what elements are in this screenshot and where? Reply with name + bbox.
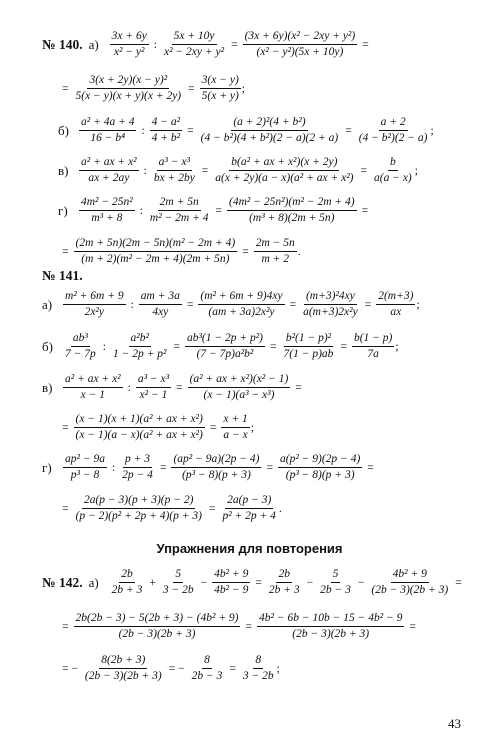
fraction — [227, 196, 357, 225]
fraction — [74, 612, 241, 641]
fraction — [79, 196, 135, 225]
fraction — [243, 30, 358, 59]
denominator: 2b + 3 — [268, 584, 300, 597]
numerator: 2b(2b − 3) − 5(2b + 3) − (4b² + 9) — [74, 612, 241, 627]
denominator: x² − 1 — [139, 389, 168, 402]
fraction — [212, 568, 250, 597]
numerator: b — [388, 156, 398, 171]
denominator: (2b − 3)(2b + 3) — [118, 628, 196, 641]
numerator: 2m + 5n — [158, 196, 201, 211]
denominator: (m³ + 8)(2m + 5n) — [249, 212, 335, 225]
problem-140a — [42, 30, 477, 59]
numerator: 5 — [331, 568, 341, 583]
equation: $\frac{\text{ab³}}{7 - 7p}$ : $\frac{\text{a²b²}}{\text{1 − 2p + p²}}$ = $\frac{\text{ab³(1 − 2p + p²)}}{\text{(7 − 7p)a²b²}}$ = $\frac{\text{b²(1 − p)²}}{7(1 - p)ab}$ = $\frac{b(1 - p)}{7a}$ ; — [65, 332, 399, 361]
fraction — [74, 494, 204, 523]
numerator: a(p² − 9)(2p − 4) — [278, 453, 362, 468]
denominator: 5(x + y) — [201, 90, 239, 103]
numerator: 3x + 6y — [110, 30, 149, 45]
numerator: b²(1 − p)² — [284, 332, 333, 347]
numerator: 5x + 10y — [172, 30, 217, 45]
denominator: (2b − 3)(2b + 3) — [371, 584, 449, 597]
equation: = $\frac{\text{3(x + 2y)(x − y)²}}{5(x - y)(x + y)(x + 2y)}$ = $\frac{3(x - y)}{5(x + y)}$ ; — [62, 74, 245, 103]
denominator: a(m+3)2x²y — [303, 306, 358, 319]
fraction — [198, 290, 284, 319]
problem-142a — [42, 568, 477, 597]
equation: = − $\frac{8(2b + 3)}{(2b - 3)(2b + 3)}$ = − $\frac{8}{2b - 3}$ = $\frac{8}{3 - 2b}$ ; — [62, 654, 280, 683]
fraction — [162, 30, 226, 59]
denominator: 2p − 4 — [122, 469, 153, 482]
problem-number-142: № 142. — [42, 574, 83, 590]
numerator: 2m − 5n — [254, 237, 297, 252]
denominator: a − x — [223, 429, 248, 442]
equation: $\frac{2b}{2b + 3}$ + $\frac{5}{3 - 2b}$ − $\frac{\text{4b² + 9}}{\text{4b² − 9}}$ = $\frac{2b}{2b + 3}$ − $\frac{5}{2b - 3}$ − $\frac{\text{4b² + 9}}{(2b - 3)(2b + 3)}$ = — [111, 568, 462, 597]
denominator: (7 − 7p)a²b² — [196, 348, 254, 361]
denominator: ax + 2ay — [88, 172, 130, 185]
problem-140b — [58, 116, 477, 145]
denominator: 2x²y — [84, 306, 104, 319]
denominator: m² − 2m + 4 — [149, 212, 209, 225]
numerator: ab³(1 − 2p + p²) — [185, 332, 265, 347]
numerator: (m+3)²4xy — [304, 290, 357, 305]
equation: $\frac{\text{4m² − 25n²}}{\text{m³ + 8}}$ : $\frac{2m + 5n}{\text{m² − 2m + 4}}$ = $\frac{\text{(4m² − 25n²)(m² − 2m + 4)}}{\text{(m³ + 8)(2m + 5n)}}$ = — [81, 196, 369, 225]
numerator: 3(x − y) — [200, 74, 241, 89]
problem-141g — [42, 453, 477, 482]
fraction — [74, 74, 184, 103]
numerator: 8(2b + 3) — [99, 654, 147, 669]
equation: = $\frac{2a(p - 3)(p + 3)(p - 2)}{\text{(p − 2)(p² + 2p + 4)(p + 3)}}$ = $\frac{2a(p - 3)}{\text{p² + 2p + 4}}$ . — [62, 494, 282, 523]
fraction — [221, 413, 249, 442]
denominator: bx + 2by — [153, 172, 195, 185]
fraction — [171, 453, 261, 482]
denominator: m + 2 — [261, 253, 290, 266]
denominator: 7(1 − p)ab — [283, 348, 334, 361]
problem-141b — [42, 332, 477, 361]
fraction — [282, 332, 336, 361]
problem-141-heading — [42, 268, 477, 284]
denominator: (p − 2)(p² + 2p + 4)(p + 3) — [75, 510, 202, 523]
numerator: 2a(p − 3)(p + 3)(p − 2) — [82, 494, 196, 509]
fraction — [148, 196, 211, 225]
fraction — [63, 290, 126, 319]
numerator: ap² − 9a — [63, 453, 107, 468]
problem-141v-cont — [58, 413, 477, 442]
problem-140v — [58, 156, 477, 185]
denominator: 7a — [367, 348, 379, 361]
fraction — [199, 116, 341, 145]
denominator: 1 − 2p + p² — [112, 348, 167, 361]
problem-number-140: № 140. — [42, 36, 83, 52]
fraction — [200, 74, 241, 103]
fraction — [190, 654, 225, 683]
fraction — [267, 568, 302, 597]
part-label-v: в) — [42, 379, 53, 395]
numerator: a² + 4a + 4 — [79, 116, 136, 131]
numerator: (ap² − 9a)(2p − 4) — [171, 453, 261, 468]
equation: $\frac{\text{ap² − 9a}}{\text{p³ − 8}}$ : $\frac{p + 3}{2p - 4}$ = $\frac{\text{(ap² − 9a)(2p − 4)}}{\text{(p³ − 8)(p + 3)}}$ = $\frac{\text{a(p² − 9)(2p − 4)}}{\text{(p³ − 8)(p + 3)}}$ = — [65, 453, 374, 482]
denominator: x² − 2xy + y² — [164, 46, 225, 59]
denominator: a(x + 2y)(a − x)(a² + ax + x²) — [215, 172, 354, 185]
denominator: 2b − 3 — [320, 584, 351, 597]
numerator: a² + ax + x² — [79, 156, 139, 171]
part-label-v: в) — [58, 162, 69, 178]
numerator: 2(m+3) — [376, 290, 415, 305]
numerator: a³ − x³ — [157, 156, 192, 171]
numerator: m² + 6m + 9 — [63, 290, 126, 305]
fraction — [63, 332, 98, 361]
problem-142a-cont2 — [58, 654, 477, 683]
denominator: (p³ − 8)(p + 3) — [182, 469, 251, 482]
fraction — [254, 237, 297, 266]
numerator: 4 − a² — [150, 116, 182, 131]
denominator: (2b − 3)(2b + 3) — [84, 670, 162, 683]
fraction — [110, 30, 149, 59]
problem-141v — [42, 373, 477, 402]
denominator: 2b − 3 — [191, 670, 223, 683]
part-label-g: г) — [42, 459, 52, 475]
problem-number-141: № 141. — [42, 268, 83, 283]
numerator: p + 3 — [123, 453, 152, 468]
numerator: (2m + 5n)(2m − 5n)(m² − 2m + 4) — [74, 237, 238, 252]
numerator: x + 1 — [221, 413, 249, 428]
denominator: (am + 3a)2x²y — [208, 306, 275, 319]
denominator: (x − 1)(a³ − x³) — [203, 389, 275, 402]
denominator: (4 − b²)(2 − a) — [358, 132, 428, 145]
denominator: 4b² − 9 — [214, 584, 249, 597]
fraction — [278, 453, 362, 482]
denominator: x − 1 — [80, 389, 105, 402]
denominator: 3 − 2b — [162, 584, 194, 597]
denominator: 3 − 2b — [242, 670, 274, 683]
denominator: (2b − 3)(2b + 3) — [292, 628, 370, 641]
fraction — [369, 568, 450, 597]
numerator: 2b — [119, 568, 135, 583]
numerator: 4b² + 9 — [391, 568, 429, 583]
fraction — [74, 237, 238, 266]
numerator: (3x + 6y)(x² − 2xy + y²) — [243, 30, 358, 45]
fraction — [63, 453, 107, 482]
fraction — [79, 156, 139, 185]
equation: $\frac{3x + 6y}{\text{x² − y²}}$ : $\frac{5x + 10y}{\text{x² − 2xy + y²}}$ = $\frac{\text{(3x + 6y)(x² − 2xy + y²)}}{\text{(x² − y²)(5x + 10y)}}$ = — [111, 30, 369, 59]
problem-140g-cont — [58, 237, 477, 266]
numerator: (a + 2)²(4 + b²) — [231, 116, 307, 131]
fraction — [74, 413, 205, 442]
denominator: 2b + 3 — [111, 584, 143, 597]
numerator: b(1 − p) — [352, 332, 394, 347]
numerator: 5 — [173, 568, 183, 583]
problem-140g — [58, 196, 477, 225]
fraction — [188, 373, 291, 402]
part-label-a: а) — [88, 574, 99, 590]
fraction — [161, 568, 196, 597]
fraction — [63, 373, 123, 402]
denominator: (x − 1)(a − x)(a² + ax + x²) — [75, 429, 203, 442]
numerator: 2a(p − 3) — [225, 494, 273, 509]
denominator: (4 − b²)(4 + b²)(2 − a)(2 + a) — [200, 132, 339, 145]
numerator: a² + ax + x² — [63, 373, 123, 388]
denominator: 5(x − y)(x + y)(x + 2y) — [75, 90, 182, 103]
fraction — [136, 373, 171, 402]
denominator: (x² − y²)(5x + 10y) — [256, 46, 344, 59]
equation: $\frac{\text{a² + 4a + 4}}{\text{16 − b⁴}}$ : $\frac{\text{4 − a²}}{\text{4 + b²}}$ = $\frac{\text{(a + 2)²(4 + b²)}}{\text{(4 − b²)(4 + b²)(2 − a)(2 + a)}}$ = $\frac{a + 2}{\text{(4 − b²)(2 − a)}}$ ; — [81, 116, 434, 145]
numerator: (a² + ax + x²)(x² − 1) — [188, 373, 291, 388]
denominator: p³ − 8 — [70, 469, 100, 482]
fraction — [301, 290, 360, 319]
part-label-g: г) — [58, 202, 68, 218]
numerator: 4b² − 6b − 10b − 15 − 4b² − 9 — [257, 612, 404, 627]
denominator: (p³ − 8)(p + 3) — [285, 469, 355, 482]
part-label-a: а) — [42, 296, 53, 312]
fraction — [220, 494, 277, 523]
page-number: 43 — [448, 716, 461, 731]
denominator: 4xy — [152, 306, 169, 319]
denominator: a(a − x) — [373, 172, 412, 185]
numerator: 2b — [276, 568, 292, 583]
numerator: 3(x + 2y)(x − y)² — [87, 74, 169, 89]
equation: $\frac{\text{a² + ax + x²}}{x - 1}$ : $\frac{\text{a³ − x³}}{\text{x² − 1}}$ = $\frac{\text{(a² + ax + x²)(x² − 1)}}{\text{(x − 1)(a³ − x³)}}$ = — [65, 373, 302, 402]
numerator: 4m² − 25n² — [79, 196, 135, 211]
fraction — [372, 156, 414, 185]
fraction — [352, 332, 394, 361]
fraction — [79, 116, 136, 145]
denominator: m³ + 8 — [91, 212, 123, 225]
denominator: 7 − 7p — [65, 348, 96, 361]
numerator: (4m² − 25n²)(m² − 2m + 4) — [227, 196, 357, 211]
fraction — [152, 156, 197, 185]
equation: = $\frac{\text{2b(2b − 3) − 5(2b + 3) − (4b² + 9)}}{(2b - 3)(2b + 3)}$ = $\frac{\text{4b² − 6b − 10b − 15 − 4b² − 9}}{(2b - 3)(2b + 3)}$ = — [62, 612, 416, 641]
section-heading: Упражнения для повторения — [156, 541, 343, 556]
equation: $\frac{\text{m² + 6m + 9}}{\text{2x²y}}$ : $\frac{am + 3a}{4xy}$ = $\frac{\text{(m² + 6m + 9)4xy}}{\text{(am + 3a)2x²y}}$ = $\frac{\text{(m+3)²4xy}}{\text{a(m+3)2x²y}}$ = $\frac{2(m+3)}{ax}$ ; — [65, 290, 420, 319]
part-label-b: б) — [42, 338, 53, 354]
problem-141a — [42, 290, 477, 319]
numerator: 8 — [253, 654, 263, 669]
numerator: (m² + 6m + 9)4xy — [198, 290, 284, 305]
problem-141g-cont — [58, 494, 477, 523]
fraction — [150, 116, 182, 145]
denominator: (m + 2)(m² − 2m + 4)(2m + 5n) — [81, 253, 230, 266]
fraction — [357, 116, 430, 145]
fraction — [139, 290, 182, 319]
denominator: x² − y² — [113, 46, 145, 59]
numerator: 8 — [202, 654, 212, 669]
part-label-a: а) — [88, 36, 99, 52]
numerator: ab³ — [71, 332, 90, 347]
numerator: (x − 1)(x + 1)(a² + ax + x²) — [74, 413, 205, 428]
fraction — [213, 156, 355, 185]
denominator: p² + 2p + 4 — [222, 510, 276, 523]
fraction — [120, 453, 155, 482]
numerator: am + 3a — [139, 290, 182, 305]
equation: = $\frac{\text{(x − 1)(x + 1)(a² + ax + x²)}}{\text{(x − 1)(a − x)(a² + ax + x²)}}$ = $\frac{x + 1}{a - x}$ ; — [62, 413, 254, 442]
equation: $\frac{\text{a² + ax + x²}}{ax + 2ay}$ : $\frac{\text{a³ − x³}}{bx + 2by}$ = $\frac{\text{b(a² + ax + x²)(x + 2y)}}{\text{a(x + 2y)(a − x)(a² + ax + x²)}}$ = $\frac{b}{a(a - x)}$ ; — [81, 156, 418, 185]
fraction — [376, 290, 415, 319]
numerator: a + 2 — [379, 116, 408, 131]
fraction — [241, 654, 276, 683]
denominator: 4 + b² — [151, 132, 181, 145]
fraction — [110, 568, 145, 597]
fraction — [111, 332, 168, 361]
numerator: a³ − x³ — [136, 373, 171, 388]
denominator: 16 − b⁴ — [90, 132, 126, 145]
numerator: b(a² + ax + x²)(x + 2y) — [229, 156, 339, 171]
problem-140a-cont — [58, 74, 477, 103]
fraction — [257, 612, 404, 641]
equation: = $\frac{\text{(2m + 5n)(2m − 5n)(m² − 2m + 4)}}{\text{(m + 2)(m² − 2m + 4)(2m + 5n)}}$ = $\frac{2m - 5n}{m + 2}$ . — [62, 237, 301, 266]
denominator: ax — [390, 306, 402, 319]
fraction — [83, 654, 164, 683]
fraction — [185, 332, 265, 361]
fraction — [318, 568, 353, 597]
numerator: a²b² — [129, 332, 151, 347]
problem-142a-cont1 — [58, 612, 477, 641]
part-label-b: б) — [58, 122, 69, 138]
numerator: 4b² + 9 — [212, 568, 250, 583]
